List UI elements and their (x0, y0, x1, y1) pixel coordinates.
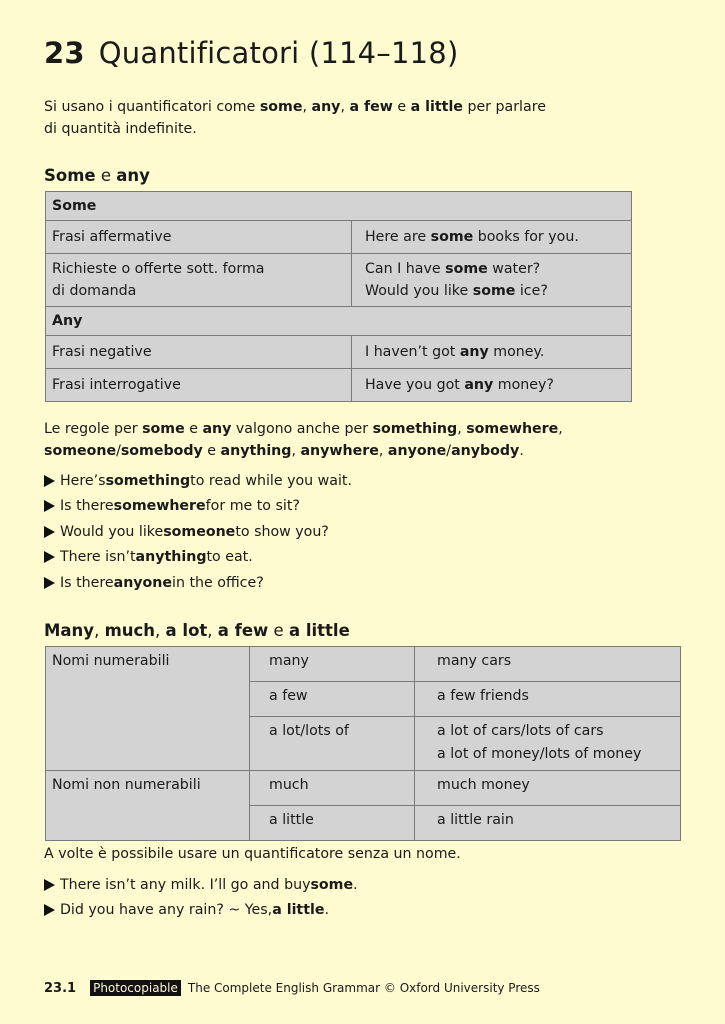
table-row (46, 369, 632, 402)
page-title (44, 36, 458, 70)
list-item: Here’s something to read while you wait. (44, 468, 352, 494)
list-item: There isn’t any milk. I’ll go and buy some . (44, 872, 358, 898)
list-item: Is there anyone in the office? (44, 570, 352, 596)
table-cell-example: a few friends (415, 682, 681, 717)
table-row (46, 336, 632, 369)
section-title-some-any: Some e any (44, 166, 150, 185)
table-cell-quantifier: a little (250, 806, 415, 841)
table-cell-example: a lot of cars/lots of cars a lot of money/lots of money (415, 717, 681, 771)
table-row (46, 771, 681, 806)
unit-number: 23 (44, 36, 85, 70)
page-number: 23.1 (44, 980, 77, 996)
table-cell-example: I haven’t got any money. (352, 336, 632, 369)
table-cell-label: Frasi negative (46, 336, 352, 369)
table-cell-example: Have you got any money? (352, 369, 632, 402)
table-cell-label: Richieste o offerte sott. forma di domanda (46, 254, 352, 307)
list-item: There isn’t anything to eat. (44, 545, 352, 571)
table-cell-example: many cars (415, 647, 681, 682)
table-cell-quantifier: a lot/lots of (250, 717, 415, 771)
examples-list-no-noun (44, 872, 358, 923)
copyright-credit: The Complete English Grammar © Oxford University Press (187, 981, 540, 995)
table-cell-quantifier: a few (250, 682, 415, 717)
table-cell-label: Frasi affermative (46, 221, 352, 254)
rules-paragraph: Le regole per some e any valgono anche per something, somewhere, someone/somebody e anything, anywhere, anyone/anybody. (44, 421, 563, 459)
triangle-bullet-icon (44, 904, 55, 916)
triangle-bullet-icon (44, 551, 55, 563)
table-cell-uncountable: Nomi non numerabili (46, 771, 250, 841)
table-row (46, 647, 681, 682)
intro-paragraph: Si usano i quantificatori come some, any, a few e a little per parlare di quantità indefinite. (44, 99, 546, 137)
triangle-bullet-icon (44, 475, 55, 487)
photocopiable-badge: Photocopiable (90, 980, 181, 996)
table-cell-quantifier: many (250, 647, 415, 682)
table-row (46, 221, 632, 254)
table-cell-example: Can I have some water? Would you like some ice? (352, 254, 632, 307)
table-header-some: Some (46, 192, 632, 221)
table-cell-quantifier: much (250, 771, 415, 806)
table-cell-example: Here are some books for you. (352, 221, 632, 254)
table-cell-example: much money (415, 771, 681, 806)
list-item: Did you have any rain? ~ Yes, a little . (44, 898, 358, 924)
triangle-bullet-icon (44, 879, 55, 891)
unit-title: Quantificatori (114–118) (98, 36, 459, 70)
triangle-bullet-icon (44, 500, 55, 512)
examples-list-some-any (44, 468, 352, 596)
table-row (46, 254, 632, 307)
table-cell-label: Frasi interrogative (46, 369, 352, 402)
table-cell-example: a little rain (415, 806, 681, 841)
footer (44, 980, 540, 996)
some-any-table (45, 191, 632, 402)
quantifiers-table (45, 646, 681, 841)
final-paragraph: A volte è possibile usare un quantificatore senza un nome. (44, 846, 461, 862)
triangle-bullet-icon (44, 526, 55, 538)
table-header-any: Any (46, 307, 632, 336)
table-cell-countable: Nomi numerabili (46, 647, 250, 771)
triangle-bullet-icon (44, 577, 55, 589)
list-item: Is there somewhere for me to sit? (44, 494, 352, 520)
section-title-many-much: Many, much, a lot, a few e a little (44, 621, 350, 640)
list-item: Would you like someone to show you? (44, 519, 352, 545)
